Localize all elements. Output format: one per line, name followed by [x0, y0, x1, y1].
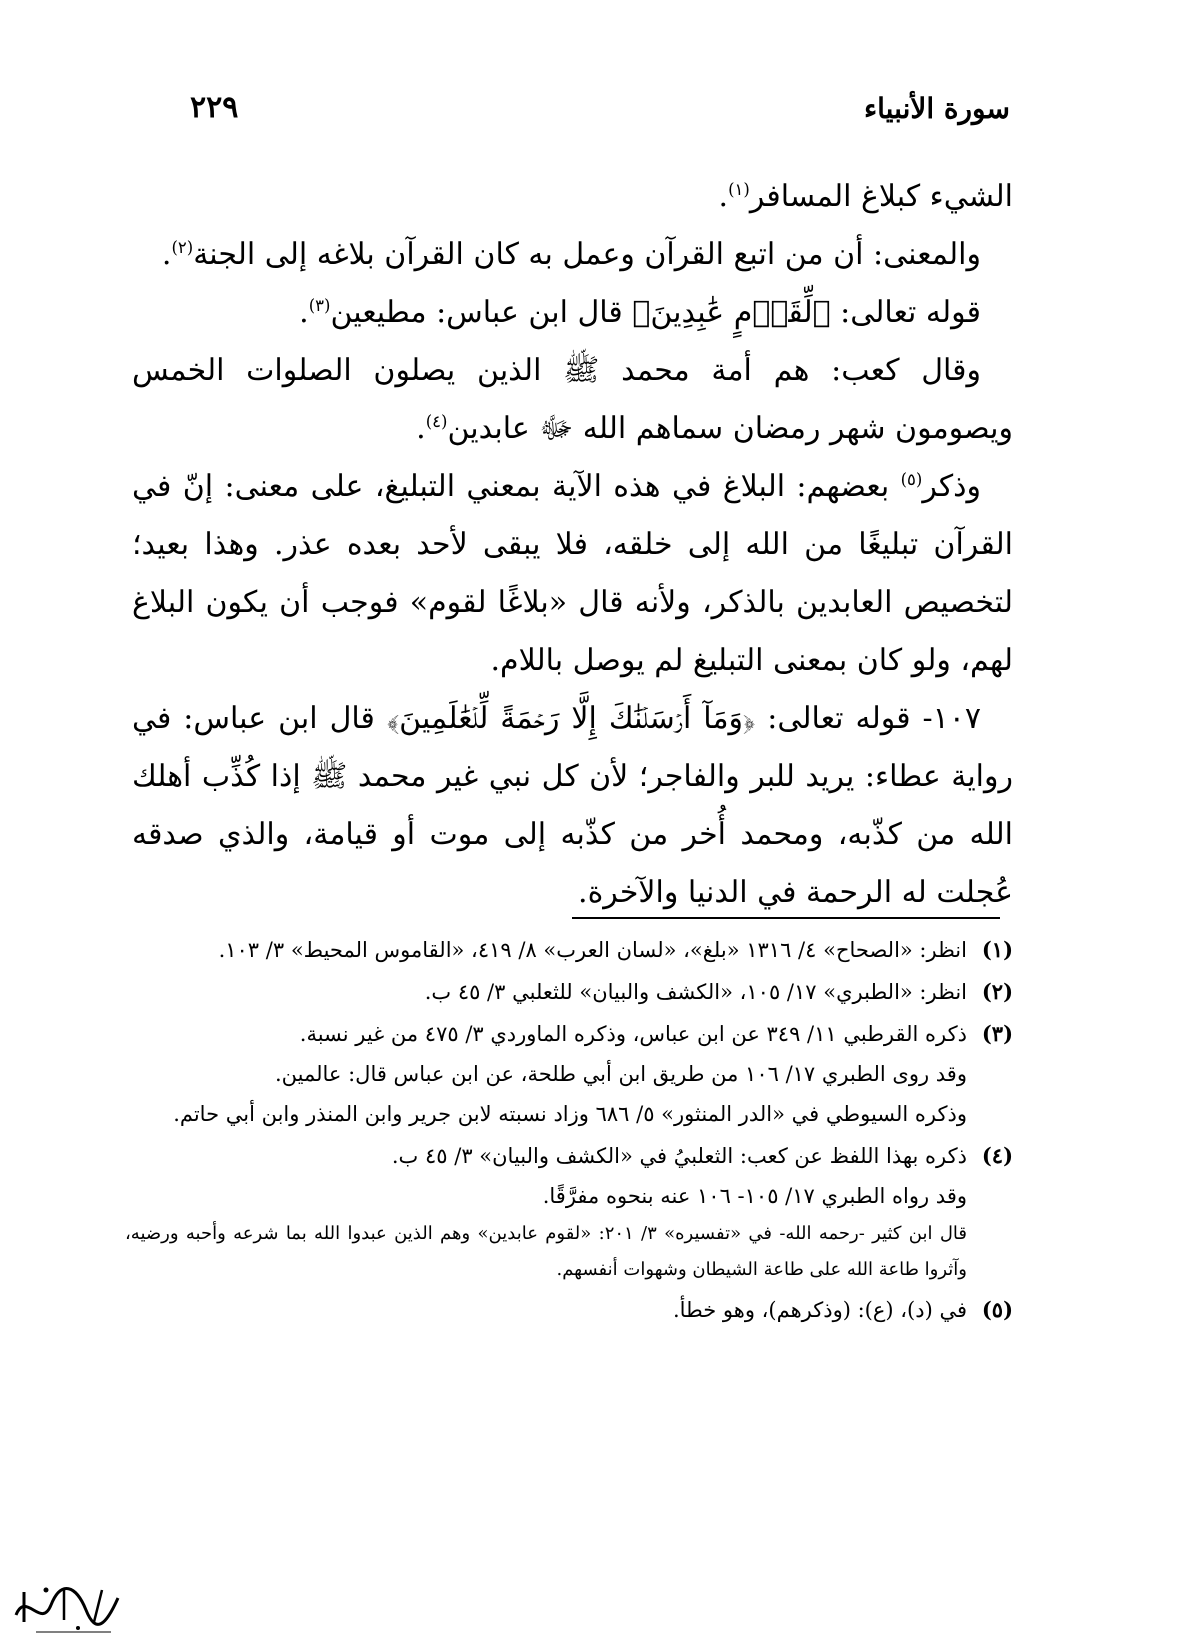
- paragraph-end: .: [416, 411, 426, 446]
- paragraph-1: [132, 168, 1013, 226]
- quran-verse: ﴿وَمَآ أَرۡسَلۡنَٰكَ إِلَّا رَحۡمَةً لِّلۡعَٰلَمِينَ﴾: [386, 701, 756, 736]
- main-text: [132, 168, 1013, 922]
- footnote-line: ذكره القرطبي ١١/ ٣٤٩ عن ابن عباس، وذكره الماوردي ٣/ ٤٧٥ من غير نسبة.: [299, 1022, 967, 1046]
- footnote-line: وقد روى الطبري ١٧/ ١٠٦ من طريق ابن أبي طلحة، عن ابن عباس قال: عالمين.: [274, 1062, 967, 1086]
- footnote-line: وذكره السيوطي في «الدر المنثور» ٥/ ٦٨٦ وزاد نسبته لابن جرير وابن المنذر وابن أبي حاتم.: [173, 1102, 967, 1126]
- footnote-line: وقد رواه الطبري ١٧/ ١٠٥- ١٠٦ عنه بنحوه مفرَّقًا.: [542, 1184, 967, 1208]
- paragraph-5: [132, 458, 1013, 690]
- footnote-ref-3: (٣): [308, 296, 331, 315]
- paragraph-text: قال ابن عباس: في رواية عطاء: يريد للبر والفاجر؛ لأن كل نبي غير محمد ﷺ إذا كُذِّب أهلك الله من كذّبه، ومحمد أُخر من كذّبه إلى موت أو قيامة، والذي صدقه عُجلت له الرحمة في الدنيا والآخرة.: [132, 701, 1013, 910]
- footnote-quote: قال ابن كثير -رحمه الله- في «تفسيره» ٣/ ٢٠١: «لقوم عابدين» وهم الذين عبدوا الله بما شرعه وأحبه ورضيه، وآثروا طاعة الله على طاعة الشيطان وشهوات أنفسهم.: [125, 1223, 967, 1280]
- footnote-number: (١): [981, 937, 1013, 962]
- footnote-4: [125, 1136, 1013, 1288]
- footnotes: [125, 930, 1013, 1332]
- footnote-ref-1: (١): [728, 180, 750, 199]
- footnote-body: [125, 1014, 967, 1134]
- paragraph-end: .: [299, 295, 309, 330]
- running-header-title: سورة الأنبياء: [863, 92, 1010, 125]
- paragraph-2: [132, 226, 1013, 284]
- paragraph-prefix: وذكر: [922, 469, 981, 504]
- footnote-line: ذكره بهذا اللفظ عن كعب: الثعلبيُ في «الكشف والبيان» ٣/ ٤٥ ب.: [391, 1144, 967, 1168]
- footnote-1: [125, 930, 1013, 970]
- paragraph-end: .: [161, 237, 172, 272]
- paragraph-text: بعضهم: البلاغ في هذه الآية بمعني التبليغ، على معنى: إنّ في القرآن تبليغًا من الله إلى خلقه، فلا يبقى لأحد بعده عذر. وهذا بعيد؛ لتخصيص العابدين بالذكر، ولأنه قال «بلاغًا لقوم» فوجب أن يكون البلاغ لهم، ولو كان بمعنى التبليغ لم يوصل باللام.: [132, 469, 1013, 678]
- footnote-ref-5: (٥): [900, 470, 923, 489]
- page-number: ٢٢٩: [190, 90, 239, 125]
- paragraph-text: الشيء كبلاغ المسافر: [749, 179, 1013, 214]
- footnote-body: [125, 1136, 967, 1288]
- paragraph-prefix: قوله تعالى:: [830, 295, 981, 330]
- footnote-body: [125, 972, 967, 1012]
- paragraph-text: والمعنى: أن من اتبع القرآن وعمل به كان القرآن بلاغه إلى الجنة: [193, 237, 981, 272]
- footnote-line: في (د)، (ع): (وذكرهم)، وهو خطأ.: [672, 1298, 967, 1322]
- footnote-5: [125, 1290, 1013, 1330]
- paragraph-3: [132, 284, 1013, 342]
- footnote-divider: [572, 917, 1000, 919]
- paragraph-6: [132, 690, 1013, 922]
- calligraphy-logo-icon: [6, 1570, 126, 1640]
- footnote-ref-2: (٢): [171, 238, 194, 257]
- footnote-ref-4: (٤): [425, 412, 448, 431]
- footnote-body: [125, 1290, 967, 1330]
- footnote-body: [125, 930, 967, 970]
- paragraph-text: قال ابن عباس: مطيعين: [330, 295, 633, 330]
- footnote-number: (٢): [981, 979, 1013, 1004]
- verse-number-prefix: ١٠٧- قوله تعالى:: [755, 701, 981, 736]
- footnote-2: [125, 972, 1013, 1012]
- footnote-line: انظر: «الصحاح» ٤/ ١٣١٦ «بلغ»، «لسان العرب» ٨/ ٤١٩، «القاموس المحيط» ٣/ ١٠٣.: [218, 938, 967, 962]
- footnote-3: [125, 1014, 1013, 1134]
- footnote-line: انظر: «الطبري» ١٧/ ١٠٥، «الكشف والبيان» للثعلبي ٣/ ٤٥ ب.: [424, 980, 967, 1004]
- footnote-number: (٤): [981, 1143, 1013, 1168]
- footnote-number: (٣): [981, 1021, 1013, 1046]
- footnote-number: (٥): [981, 1297, 1013, 1322]
- quran-verse: ﴿لِّقَوۡمٍ عَٰبِدِينَ﴾: [632, 295, 831, 330]
- paragraph-end: .: [718, 179, 729, 214]
- paragraph-text: وقال كعب: هم أمة محمد ﷺ الذين يصلون الصلوات الخمس ويصومون شهر رمضان سماهم الله ﷻ عابدين: [132, 353, 1013, 446]
- paragraph-4: [132, 342, 1013, 458]
